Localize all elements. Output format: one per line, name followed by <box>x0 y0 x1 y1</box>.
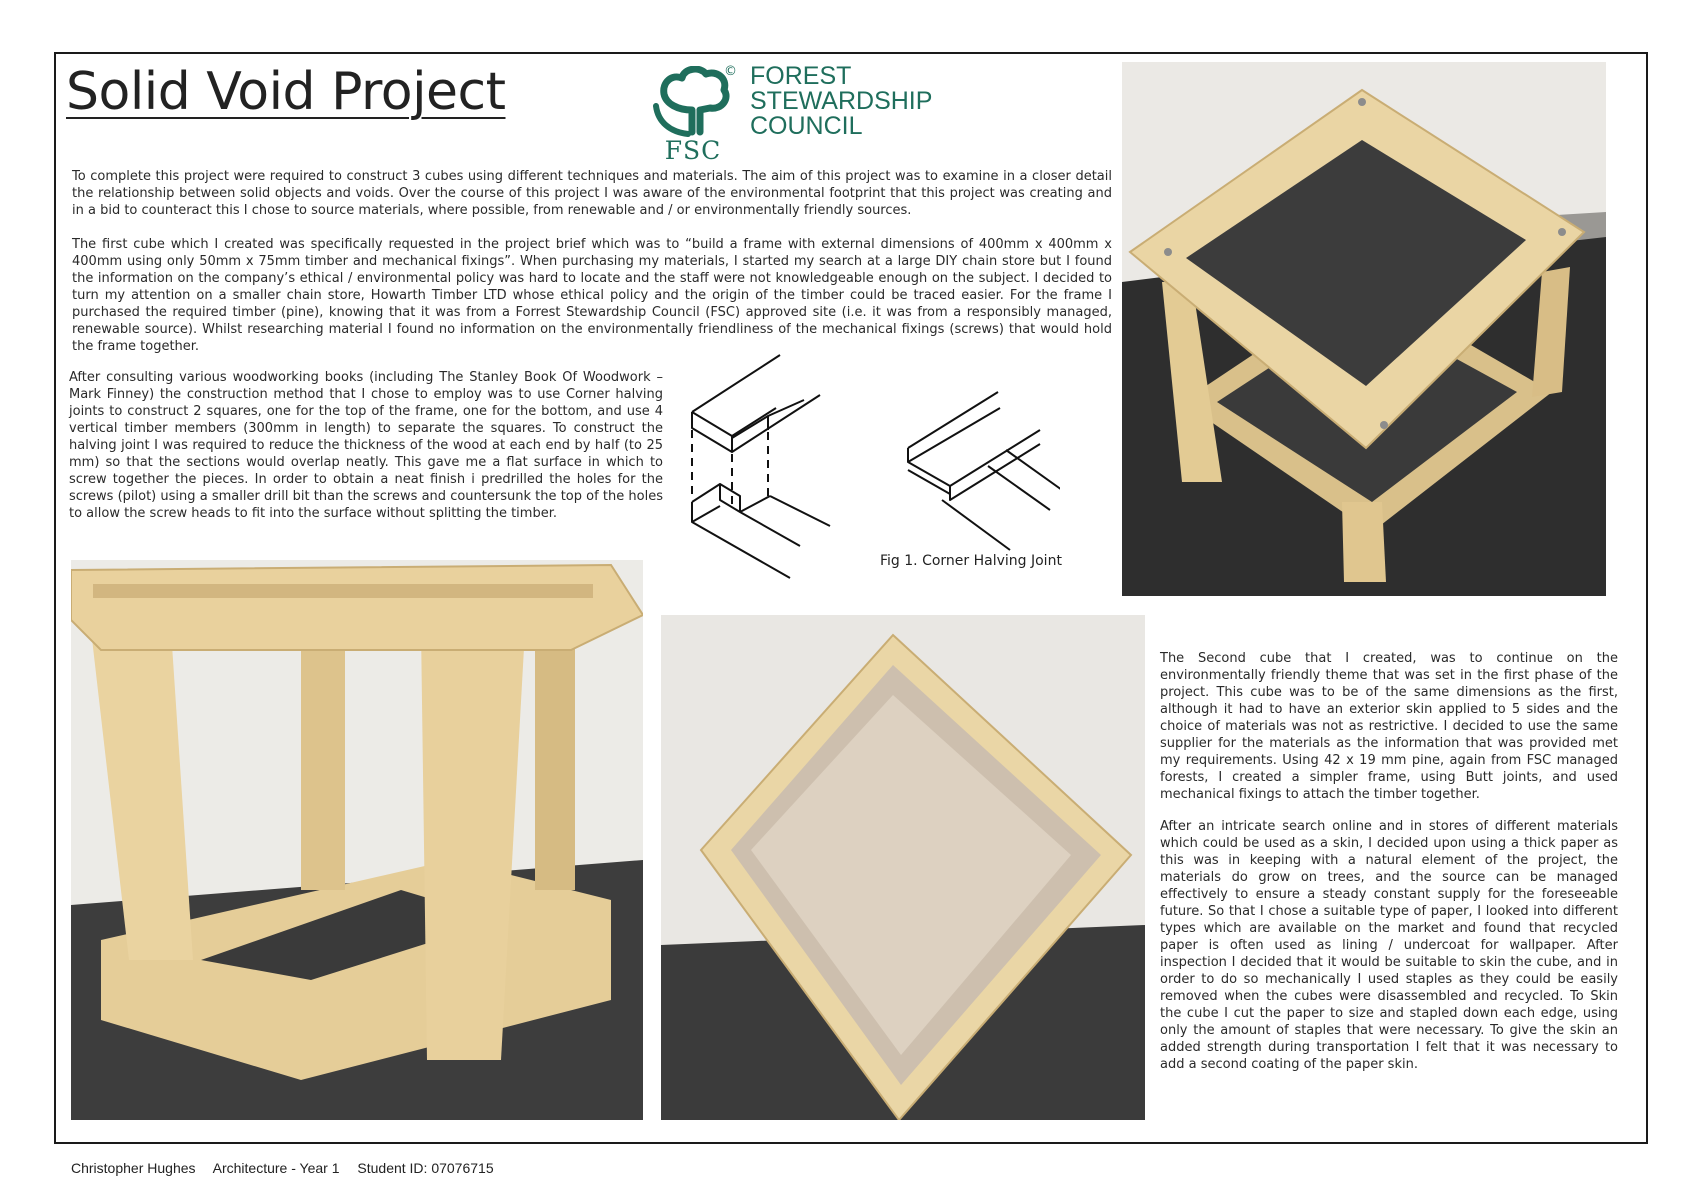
fsc-line-2: STEWARDSHIP <box>750 87 933 115</box>
copyright-symbol: © <box>724 64 737 79</box>
construction-paragraph: After consulting various woodworking books (including The Stanley Book Of Woodwork – Mark Finney) the construction method that I chose to employ was to use Corner halving joints to construct 2 squares, one for the top of the frame, one for the bottom, and use 4 vertical timber members (300mm in length) to separate the squares. To construct the halving joint I was required to reduce the thickness of the wood at each end by half (to 25 mm) so that the sections would overlap neatly. This gave me a flat surface in which to screw together the pieces. In order to obtain a neat finish i predrilled the holes for the screws (pilot) using a smaller drill bit than the screws and countersunk the top of the holes to allow the screw heads to fit into the surface without splitting the timber. <box>69 370 663 521</box>
fsc-line-1: FOREST <box>750 62 852 90</box>
screw-icon <box>1558 228 1566 236</box>
fsc-abbreviation: FSC <box>664 136 722 165</box>
intro-paragraph: To complete this project were required to construct 3 cubes using different techniques and materials. The aim of this project was to examine in a closer detail the relationship between solid objects and voids. Over the course of this project I was aware of the environmental footprint that this project was creating and in a bid to counteract this I chose to source materials, where possible, from renewable and / or environmentally friendly sources. <box>72 169 1112 218</box>
first-cube-paragraph: The first cube which I created was specifically requested in the project brief which was to “build a frame with external dimensions of 400mm x 400mm x 400mm using only 50mm x 75mm timber and mechanical fixings”. When purchasing my materials, I started my search at a large DIY chain store but I found the information on the company’s ethical / environmental policy was hard to locate and the staff were not knowledgeable enough on the subject. I decided to turn my attention on a smaller chain store, Howarth Timber LTD whose ethical policy and the origin of the timber could be traced easier. For the frame I purchased the required timber (pine), knowing that it was from a Forrest Stewardship Council (FSC) approved site (i.e. it was from a responsibly managed, renewable source). Whilst researching material I found no information on the environmentally friendliness of the mechanical fixings (screws) that would hold the frame together. <box>72 237 1112 354</box>
screw-icon <box>1380 421 1388 429</box>
footer-student-id: Student ID: 07076715 <box>357 1160 494 1176</box>
screw-icon <box>1358 98 1366 106</box>
fsc-wordmark <box>750 64 932 139</box>
figure-caption: Fig 1. Corner Halving Joint <box>880 553 1062 569</box>
photo-cube-front-view <box>71 560 643 1120</box>
skin-paragraph: After an intricate search online and in stores of different materials which could be used as a skin, I decided upon using a thick paper as this was in keeping with a natural element of the project, the materials do grow on trees, and the source can be managed effectively to ensure a steady constant supply for the foreseeable future. So that I chose a suitable type of paper, I looked into different types which are available on the market and found that recycled paper is often used as lining / undercoat for wallpaper. After inspection I decided that it would be suitable to skin the cube, and in order to do so mechanically I used staples as they could be easily removed when the cubes were disassembled and recycled. To Skin the cube I cut the paper to size and stapled down each edge, using only the amount of staples that were necessary. To give the skin an added strength during transportation I felt that it was necessary to add a second coating of the paper skin. <box>1160 819 1618 1072</box>
photo-cube-top-view <box>1122 62 1606 596</box>
screw-icon <box>1164 248 1172 256</box>
fsc-logo <box>648 64 948 168</box>
footer-name: Christopher Hughes <box>71 1160 196 1176</box>
corner-halving-joint-diagram <box>680 350 1060 580</box>
footer-course: Architecture - Year 1 <box>212 1160 340 1176</box>
footer <box>71 1160 508 1176</box>
second-cube-paragraph: The Second cube that I created, was to continue on the environmentally friendly theme that was set in the first phase of the project. This cube was to be of the same dimensions as the first, although it had to have an exterior skin applied to 5 sides and the choice of materials was not as restrictive. I decided to use the same supplier for the materials as the information that was provided met my requirements. Using 42 x 19 mm pine, again from FSC managed forests, I created a simpler frame, using Butt joints, and used mechanical fixings to attach the timber together. <box>1160 651 1618 802</box>
fsc-line-3: COUNCIL <box>750 112 863 140</box>
photo-second-cube-skin <box>661 615 1145 1120</box>
page-title: Solid Void Project <box>66 62 506 122</box>
